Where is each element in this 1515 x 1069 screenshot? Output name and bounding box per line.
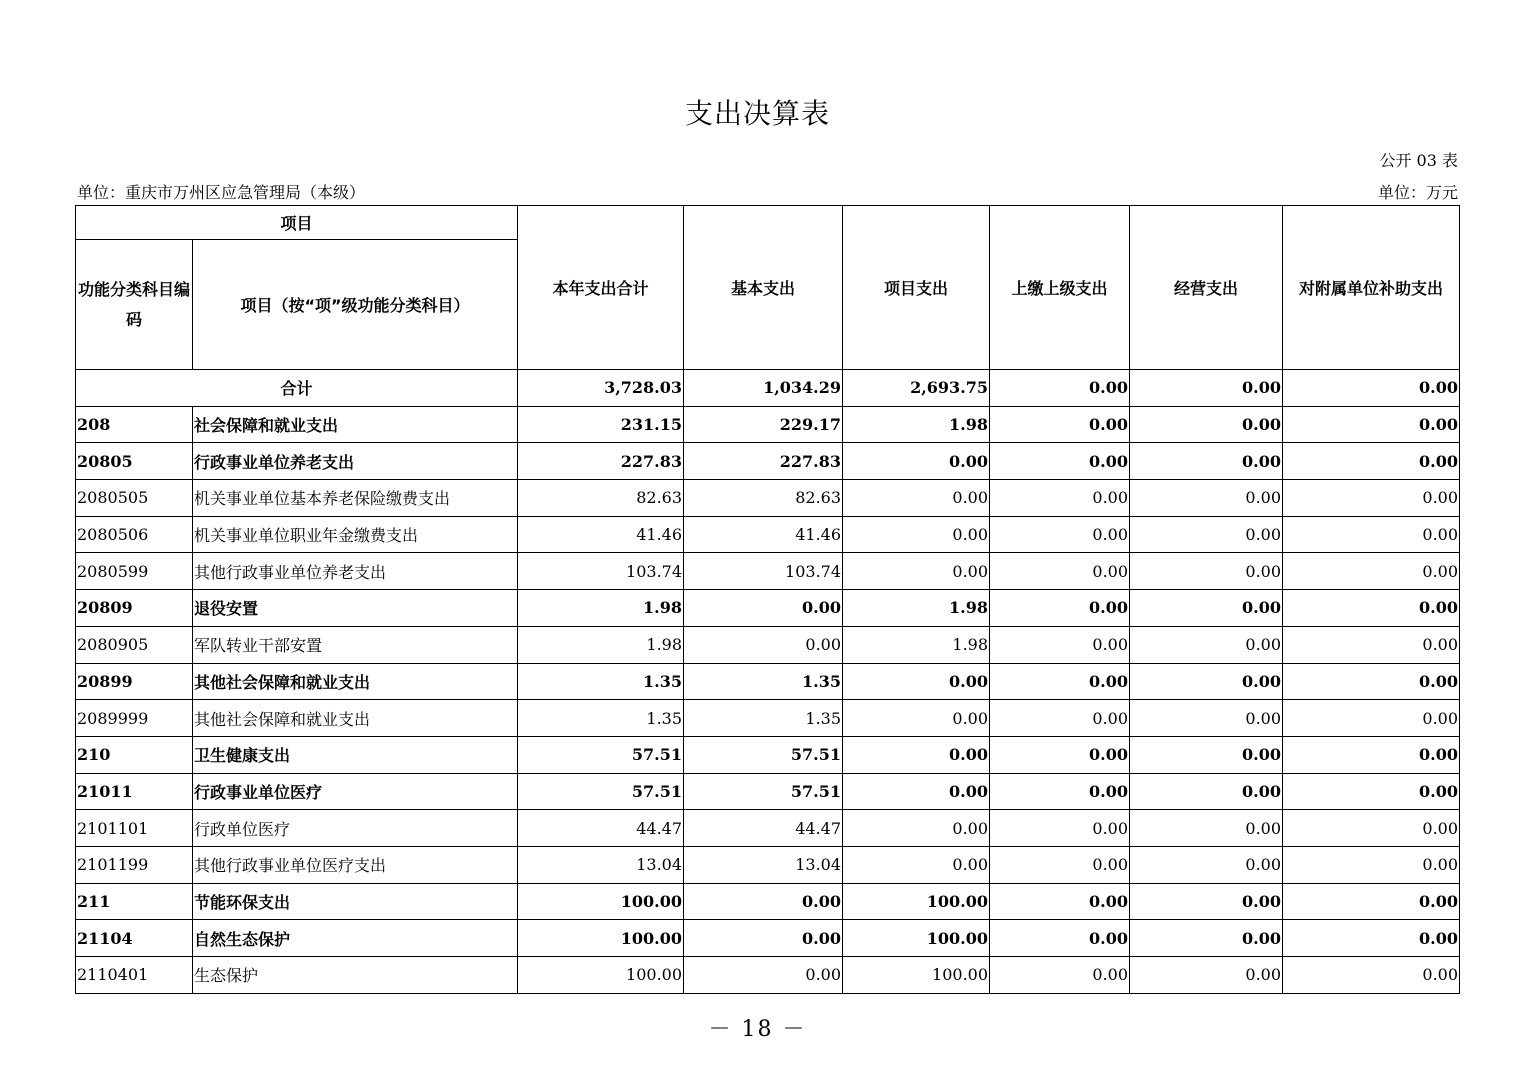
cell-subsidy: 0.00 (1283, 516, 1460, 553)
cell-upper: 0.00 (990, 516, 1130, 553)
cell-business: 0.00 (1130, 406, 1283, 443)
cell-subsidy: 0.00 (1283, 920, 1460, 957)
cell-total: 57.51 (518, 736, 684, 773)
cell-upper: 0.00 (990, 590, 1130, 627)
cell-subsidy: 0.00 (1283, 663, 1460, 700)
cell-code: 20805 (76, 443, 193, 480)
cell-total: 100.00 (518, 920, 684, 957)
cell-business: 0.00 (1130, 663, 1283, 700)
table-row (76, 957, 1460, 994)
table-row (76, 773, 1460, 810)
cell-business: 0.00 (1130, 443, 1283, 480)
table-row (76, 700, 1460, 737)
cell-name: 自然生态保护 (193, 920, 518, 957)
total-cell-total: 3,728.03 (518, 370, 684, 407)
cell-upper: 0.00 (990, 957, 1130, 994)
cell-subsidy: 0.00 (1283, 700, 1460, 737)
cell-basic: 0.00 (684, 626, 843, 663)
table-row (76, 443, 1460, 480)
cell-business: 0.00 (1130, 700, 1283, 737)
expenditure-table (75, 205, 1460, 994)
cell-code: 2089999 (76, 700, 193, 737)
cell-project: 0.00 (843, 700, 990, 737)
cell-name: 行政单位医疗 (193, 810, 518, 847)
table-row (76, 663, 1460, 700)
cell-total: 1.98 (518, 590, 684, 627)
header-business: 经营支出 (1130, 206, 1283, 370)
cell-total: 1.35 (518, 700, 684, 737)
cell-business: 0.00 (1130, 773, 1283, 810)
cell-subsidy: 0.00 (1283, 406, 1460, 443)
cell-upper: 0.00 (990, 700, 1130, 737)
cell-business: 0.00 (1130, 736, 1283, 773)
cell-code: 2080506 (76, 516, 193, 553)
cell-upper: 0.00 (990, 883, 1130, 920)
cell-total: 13.04 (518, 846, 684, 883)
header-item: 项目 (76, 206, 518, 240)
header-subsidy: 对附属单位补助支出 (1283, 206, 1460, 370)
form-number: 公开 03 表 (1379, 151, 1458, 170)
cell-upper: 0.00 (990, 406, 1130, 443)
cell-project: 1.98 (843, 406, 990, 443)
header-name: 项目（按“项”级功能分类科目） (193, 240, 518, 370)
cell-code: 2080505 (76, 480, 193, 517)
total-cell-upper: 0.00 (990, 370, 1130, 407)
cell-total: 103.74 (518, 553, 684, 590)
cell-basic: 0.00 (684, 920, 843, 957)
cell-project: 0.00 (843, 663, 990, 700)
cell-project: 0.00 (843, 553, 990, 590)
cell-name: 机关事业单位基本养老保险缴费支出 (193, 480, 518, 517)
cell-business: 0.00 (1130, 883, 1283, 920)
cell-name: 其他行政事业单位医疗支出 (193, 846, 518, 883)
cell-project: 100.00 (843, 920, 990, 957)
reporting-unit: 单位：重庆市万州区应急管理局（本级） (77, 183, 366, 202)
table-row (76, 846, 1460, 883)
cell-name: 卫生健康支出 (193, 736, 518, 773)
cell-basic: 227.83 (684, 443, 843, 480)
cell-basic: 229.17 (684, 406, 843, 443)
table-row (76, 553, 1460, 590)
cell-code: 21011 (76, 773, 193, 810)
total-label: 合计 (76, 370, 518, 407)
header-code: 功能分类科目编码 (76, 240, 193, 370)
header-basic: 基本支出 (684, 206, 843, 370)
header-row-top (76, 206, 1460, 240)
currency-unit: 单位：万元 (1377, 183, 1458, 202)
cell-basic: 1.35 (684, 700, 843, 737)
cell-basic: 13.04 (684, 846, 843, 883)
table-row (76, 920, 1460, 957)
total-cell-basic: 1,034.29 (684, 370, 843, 407)
cell-upper: 0.00 (990, 773, 1130, 810)
cell-code: 2110401 (76, 957, 193, 994)
cell-basic: 57.51 (684, 773, 843, 810)
cell-business: 0.00 (1130, 957, 1283, 994)
cell-project: 100.00 (843, 883, 990, 920)
cell-name: 其他行政事业单位养老支出 (193, 553, 518, 590)
cell-business: 0.00 (1130, 810, 1283, 847)
total-cell-business: 0.00 (1130, 370, 1283, 407)
cell-project: 1.98 (843, 590, 990, 627)
cell-subsidy: 0.00 (1283, 590, 1460, 627)
cell-name: 行政事业单位养老支出 (193, 443, 518, 480)
cell-basic: 0.00 (684, 883, 843, 920)
cell-project: 0.00 (843, 846, 990, 883)
cell-code: 2080905 (76, 626, 193, 663)
cell-project: 0.00 (843, 736, 990, 773)
cell-code: 21104 (76, 920, 193, 957)
cell-project: 0.00 (843, 773, 990, 810)
cell-total: 100.00 (518, 957, 684, 994)
cell-code: 211 (76, 883, 193, 920)
cell-basic: 103.74 (684, 553, 843, 590)
cell-code: 2101199 (76, 846, 193, 883)
header-project: 项目支出 (843, 206, 990, 370)
cell-business: 0.00 (1130, 920, 1283, 957)
cell-upper: 0.00 (990, 443, 1130, 480)
cell-subsidy: 0.00 (1283, 443, 1460, 480)
cell-basic: 82.63 (684, 480, 843, 517)
cell-subsidy: 0.00 (1283, 736, 1460, 773)
total-row (76, 370, 1460, 407)
cell-upper: 0.00 (990, 920, 1130, 957)
cell-code: 20899 (76, 663, 193, 700)
cell-subsidy: 0.00 (1283, 846, 1460, 883)
cell-code: 208 (76, 406, 193, 443)
table-row (76, 516, 1460, 553)
cell-upper: 0.00 (990, 846, 1130, 883)
cell-upper: 0.00 (990, 553, 1130, 590)
cell-name: 机关事业单位职业年金缴费支出 (193, 516, 518, 553)
cell-upper: 0.00 (990, 480, 1130, 517)
cell-code: 2080599 (76, 553, 193, 590)
cell-project: 0.00 (843, 516, 990, 553)
cell-total: 57.51 (518, 773, 684, 810)
cell-subsidy: 0.00 (1283, 773, 1460, 810)
cell-total: 82.63 (518, 480, 684, 517)
cell-business: 0.00 (1130, 590, 1283, 627)
table-row (76, 406, 1460, 443)
cell-upper: 0.00 (990, 663, 1130, 700)
cell-project: 0.00 (843, 443, 990, 480)
cell-upper: 0.00 (990, 626, 1130, 663)
cell-business: 0.00 (1130, 626, 1283, 663)
cell-name: 退役安置 (193, 590, 518, 627)
cell-total: 1.35 (518, 663, 684, 700)
cell-project: 0.00 (843, 810, 990, 847)
cell-name: 军队转业干部安置 (193, 626, 518, 663)
header-total: 本年支出合计 (518, 206, 684, 370)
cell-basic: 44.47 (684, 810, 843, 847)
cell-total: 227.83 (518, 443, 684, 480)
cell-name: 其他社会保障和就业支出 (193, 663, 518, 700)
cell-project: 1.98 (843, 626, 990, 663)
table-row (76, 810, 1460, 847)
cell-total: 231.15 (518, 406, 684, 443)
cell-name: 行政事业单位医疗 (193, 773, 518, 810)
cell-code: 20809 (76, 590, 193, 627)
cell-business: 0.00 (1130, 553, 1283, 590)
cell-subsidy: 0.00 (1283, 883, 1460, 920)
cell-business: 0.00 (1130, 516, 1283, 553)
cell-name: 生态保护 (193, 957, 518, 994)
table-row (76, 590, 1460, 627)
table-row (76, 626, 1460, 663)
cell-code: 2101101 (76, 810, 193, 847)
header-upper: 上缴上级支出 (990, 206, 1130, 370)
cell-project: 0.00 (843, 480, 990, 517)
cell-subsidy: 0.00 (1283, 957, 1460, 994)
cell-upper: 0.00 (990, 810, 1130, 847)
cell-subsidy: 0.00 (1283, 810, 1460, 847)
cell-subsidy: 0.00 (1283, 626, 1460, 663)
page-number: － 18 － (708, 1017, 807, 1042)
page-title: 支出决算表 (684, 97, 830, 130)
cell-subsidy: 0.00 (1283, 553, 1460, 590)
cell-total: 44.47 (518, 810, 684, 847)
cell-basic: 41.46 (684, 516, 843, 553)
table-row (76, 480, 1460, 517)
cell-total: 1.98 (518, 626, 684, 663)
cell-total: 41.46 (518, 516, 684, 553)
cell-name: 社会保障和就业支出 (193, 406, 518, 443)
cell-basic: 0.00 (684, 590, 843, 627)
total-cell-project: 2,693.75 (843, 370, 990, 407)
cell-name: 节能环保支出 (193, 883, 518, 920)
table-row (76, 883, 1460, 920)
cell-business: 0.00 (1130, 480, 1283, 517)
cell-code: 210 (76, 736, 193, 773)
table-row (76, 736, 1460, 773)
cell-subsidy: 0.00 (1283, 480, 1460, 517)
cell-basic: 0.00 (684, 957, 843, 994)
total-cell-subsidy: 0.00 (1283, 370, 1460, 407)
cell-project: 100.00 (843, 957, 990, 994)
cell-name: 其他社会保障和就业支出 (193, 700, 518, 737)
cell-basic: 1.35 (684, 663, 843, 700)
cell-basic: 57.51 (684, 736, 843, 773)
cell-total: 100.00 (518, 883, 684, 920)
cell-upper: 0.00 (990, 736, 1130, 773)
cell-business: 0.00 (1130, 846, 1283, 883)
